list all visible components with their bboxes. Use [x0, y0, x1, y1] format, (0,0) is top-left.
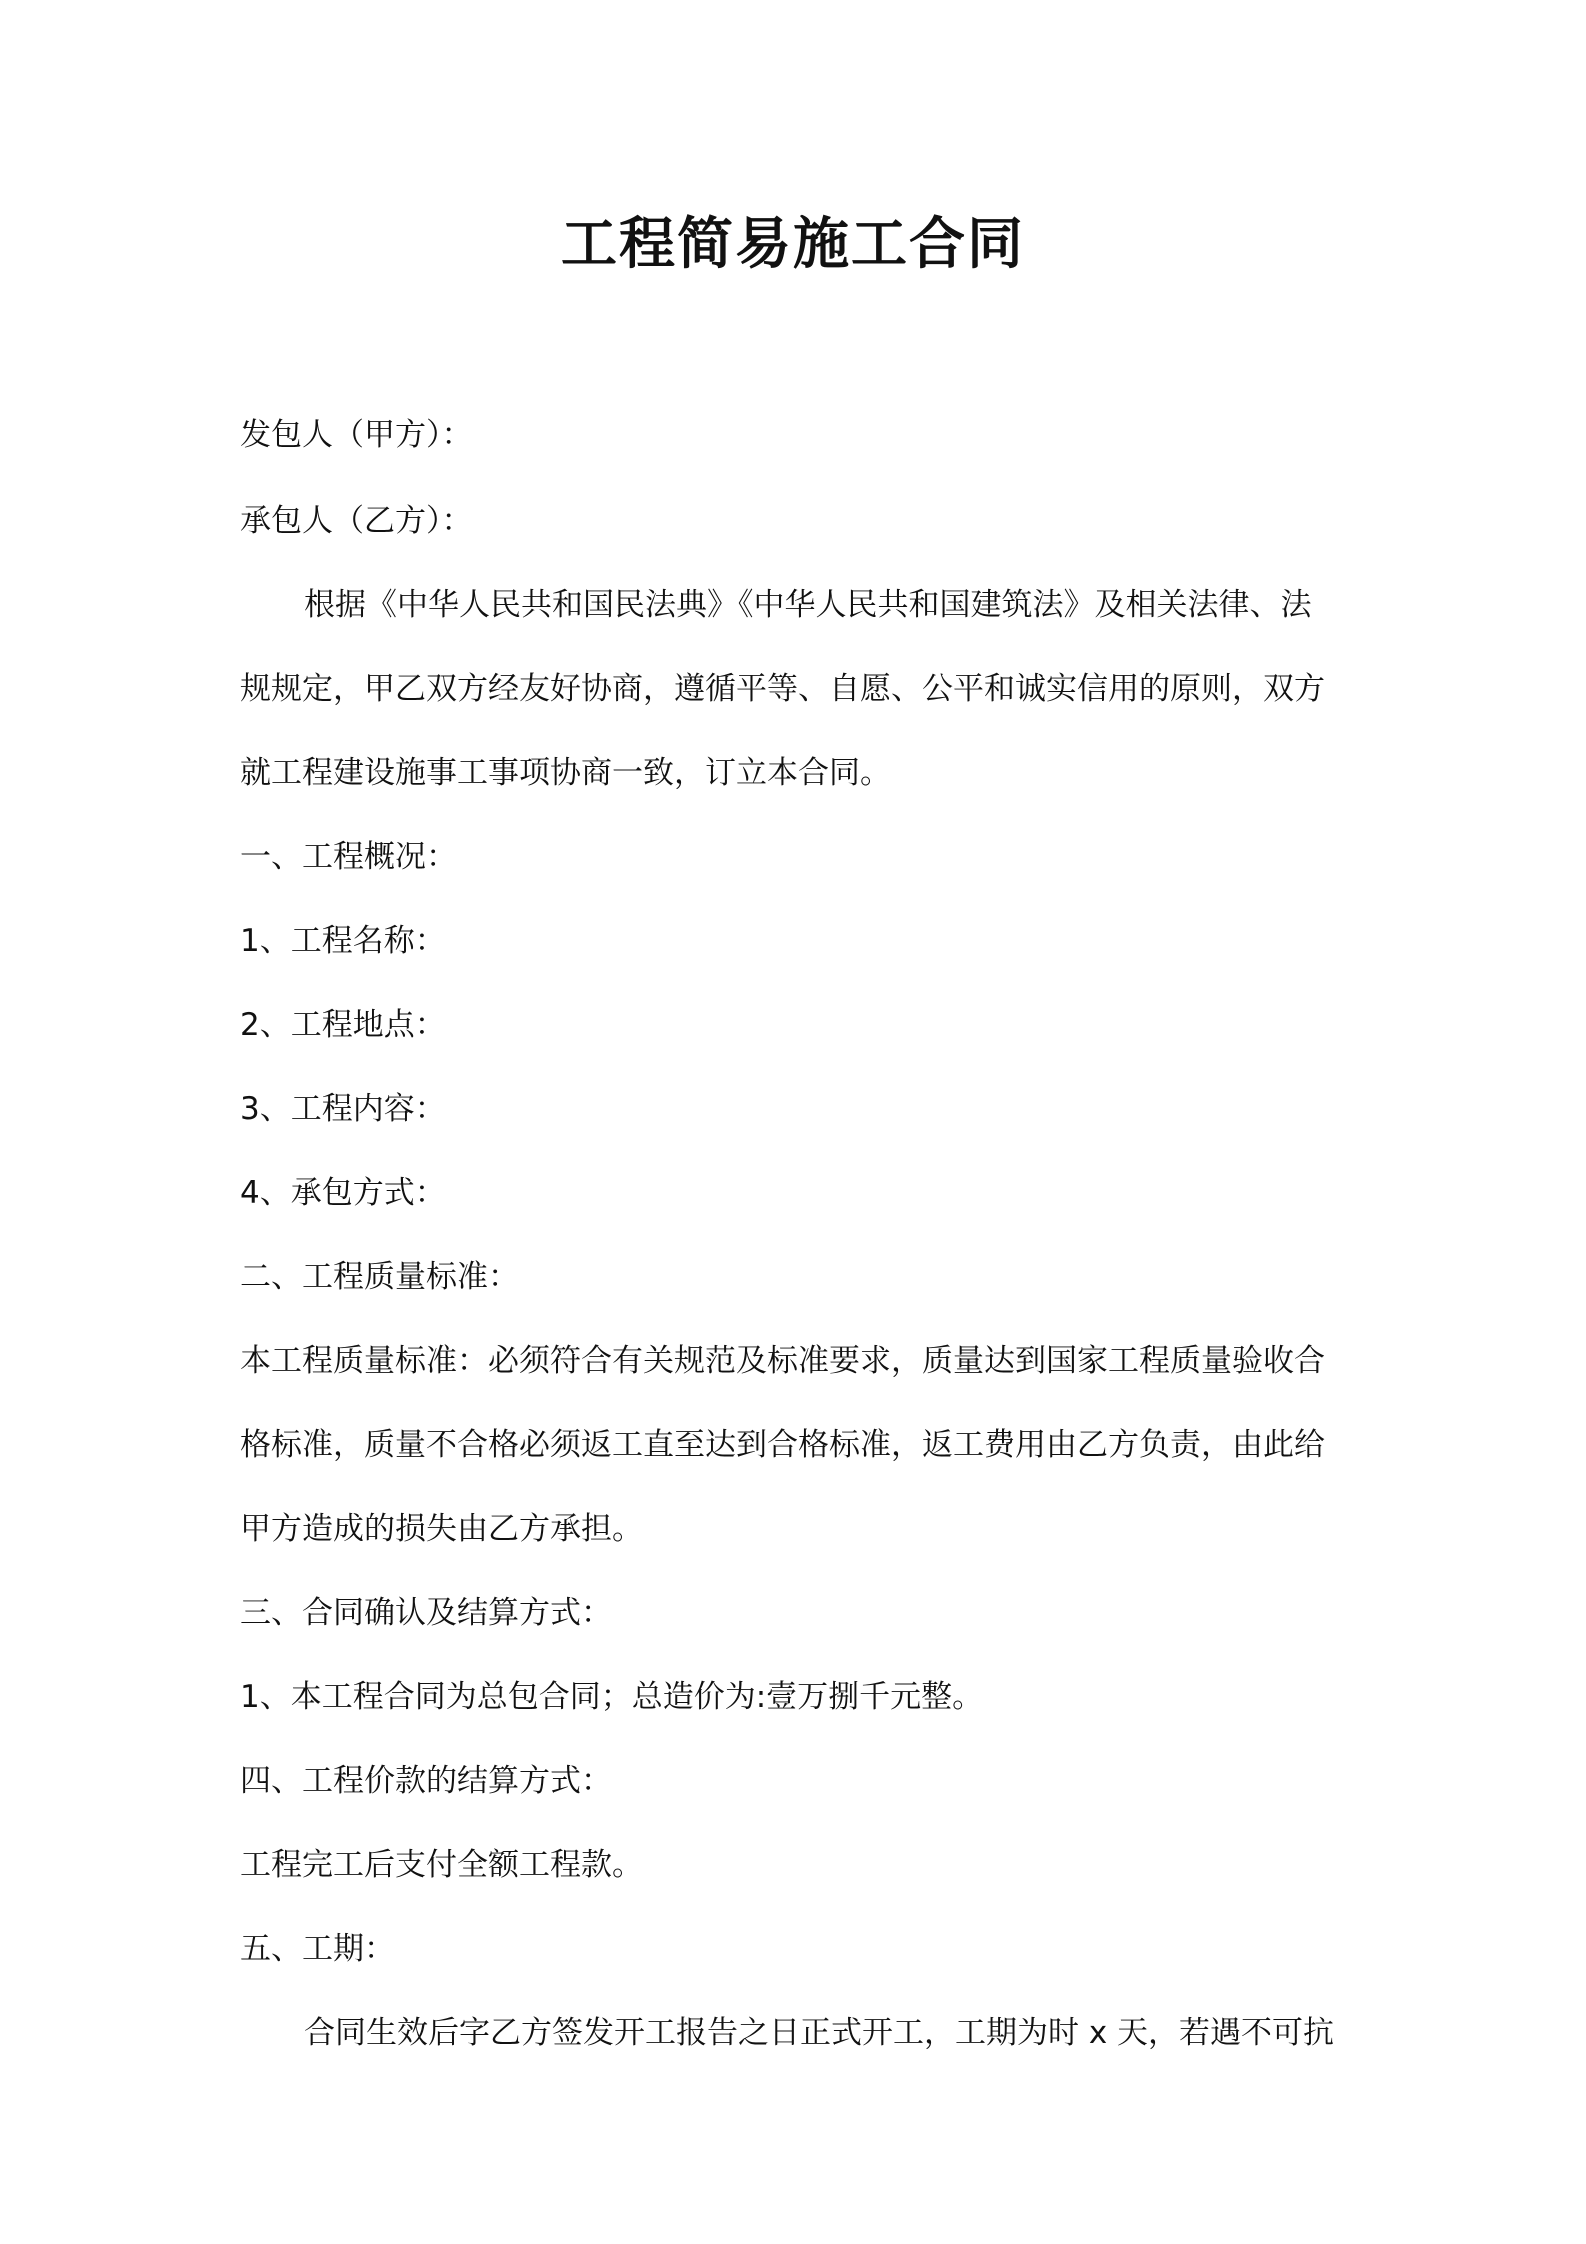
total-price-line: 1、本工程合同为总包合同；总造价为:壹万捌千元整。 [240, 1679, 984, 1715]
preamble-line-2: 规规定，甲乙双方经友好协商，遵循平等、自愿、公平和诚实信用的原则，双方 [240, 671, 1325, 707]
schedule-paragraph-line-1: 合同生效后字乙方签发开工报告之日正式开工，工期为时 x 天，若遇不可抗 [304, 2015, 1335, 2051]
list-item-project-location: 2、工程地点： [240, 1007, 446, 1043]
section-heading-2: 二、工程质量标准： [240, 1259, 519, 1295]
list-item-project-content: 3、工程内容： [240, 1091, 446, 1127]
party-b-line: 承包人（乙方）： [240, 503, 473, 539]
quality-paragraph-line-1: 本工程质量标准：必须符合有关规范及标准要求，质量达到国家工程质量验收合 [240, 1343, 1325, 1379]
list-item-contract-method: 4、承包方式： [240, 1175, 446, 1211]
section-heading-4: 四、工程价款的结算方式： [240, 1763, 612, 1799]
list-item-project-name: 1、工程名称： [240, 923, 446, 959]
preamble-line-1: 根据《中华人民共和国民法典》《中华人民共和国建筑法》及相关法律、法 [304, 587, 1312, 623]
section-heading-3: 三、合同确认及结算方式： [240, 1595, 612, 1631]
document-title: 工程简易施工合同 [561, 212, 1025, 277]
party-a-line: 发包人（甲方）： [240, 417, 473, 453]
preamble-line-3: 就工程建设施事工事项协商一致，订立本合同。 [240, 755, 891, 791]
section-heading-5: 五、工期： [240, 1931, 395, 1967]
section-heading-1: 一、工程概况： [240, 839, 457, 875]
quality-paragraph-line-3: 甲方造成的损失由乙方承担。 [240, 1511, 643, 1547]
payment-line: 工程完工后支付全额工程款。 [240, 1847, 643, 1883]
quality-paragraph-line-2: 格标准，质量不合格必须返工直至达到合格标准，返工费用由乙方负责，由此给 [240, 1427, 1325, 1463]
